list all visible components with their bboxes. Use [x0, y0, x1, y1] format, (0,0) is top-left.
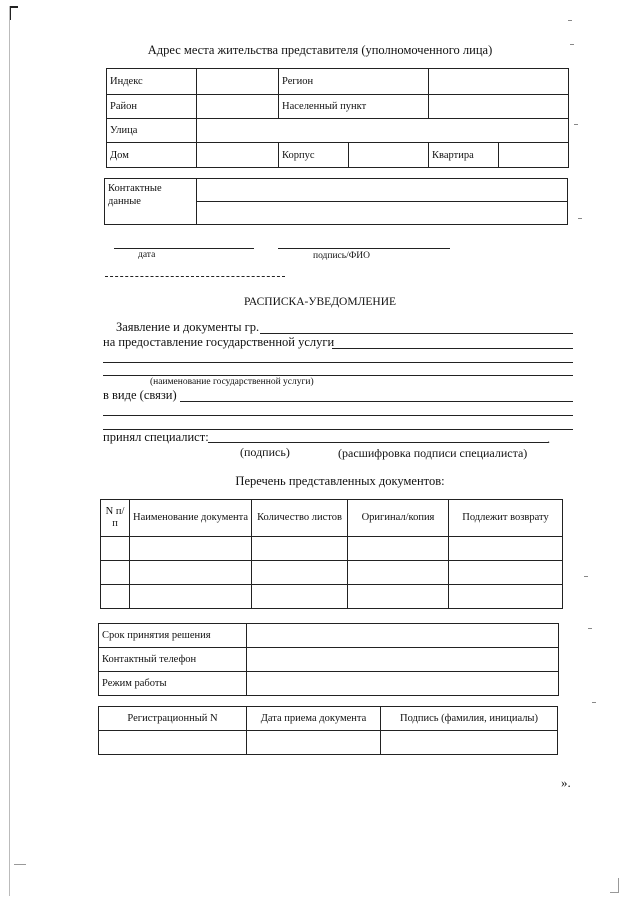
date-received-field[interactable]: [247, 731, 381, 755]
cell[interactable]: [101, 561, 130, 585]
cell[interactable]: [101, 537, 130, 561]
cell[interactable]: [101, 585, 130, 609]
accepted-line[interactable]: [208, 442, 548, 443]
table-row: [101, 585, 563, 609]
service-line-3[interactable]: [103, 375, 573, 376]
decision-term-field[interactable]: [247, 624, 559, 648]
apartment-label: Квартира: [429, 143, 499, 168]
receipt-line2-label: на предоставление государственной услуги: [103, 335, 335, 349]
signature-field[interactable]: [381, 731, 558, 755]
schedule-label: Режим работы: [99, 672, 247, 696]
cell[interactable]: [348, 585, 449, 609]
cell[interactable]: [252, 561, 348, 585]
registration-table: [98, 706, 558, 755]
scan-dot: [574, 124, 578, 125]
closing-mark: ».: [561, 775, 571, 790]
form-line-2[interactable]: [103, 415, 573, 416]
service-caption: (наименование государственной услуги): [150, 377, 314, 387]
index-label: Индекс: [107, 69, 197, 95]
scan-dot: [588, 628, 592, 629]
street-field[interactable]: [197, 119, 569, 143]
signature-caption: подпись/ФИО: [313, 251, 370, 261]
district-label: Район: [107, 95, 197, 119]
cell[interactable]: [348, 537, 449, 561]
cell[interactable]: [130, 537, 252, 561]
accepted-end: .: [547, 432, 551, 446]
date-line[interactable]: [114, 248, 254, 249]
scan-dot: [578, 218, 582, 219]
district-field[interactable]: [197, 95, 279, 119]
schedule-field[interactable]: [247, 672, 559, 696]
cell[interactable]: [252, 585, 348, 609]
date-caption: дата: [138, 250, 156, 260]
cell[interactable]: [130, 585, 252, 609]
street-label: Улица: [107, 119, 197, 143]
region-label: Регион: [279, 69, 429, 95]
phone-label: Контактный телефон: [99, 648, 247, 672]
scan-edge-line: [9, 6, 10, 896]
cell[interactable]: [130, 561, 252, 585]
documents-title: Перечень представленных документов:: [235, 474, 445, 488]
building-label: Корпус: [279, 143, 349, 168]
signature-line[interactable]: [278, 248, 450, 249]
receipt-line1-label: Заявление и документы гр.: [116, 320, 260, 334]
index-field[interactable]: [197, 69, 279, 95]
info-table: [98, 623, 559, 696]
header-return: Подлежит возврату: [449, 500, 563, 537]
scan-dot: [584, 576, 588, 577]
scan-mark: [14, 864, 26, 865]
locality-field[interactable]: [429, 95, 569, 119]
contacts-field-1[interactable]: [197, 179, 568, 202]
contacts-label: Контактные данные: [105, 179, 197, 225]
scan-corner-mark: [9, 6, 18, 20]
documents-table: [100, 499, 563, 609]
cell[interactable]: [449, 537, 563, 561]
apartment-field[interactable]: [499, 143, 569, 168]
specialist-signature-caption: (подпись): [240, 445, 290, 459]
header-original: Оригинал/копия: [348, 500, 449, 537]
address-table: [106, 68, 569, 168]
table-row: [101, 561, 563, 585]
address-title: Адрес места жительства представителя (уполномоченного лица): [147, 43, 493, 57]
signature-header: Подпись (фамилия, инициалы): [381, 707, 558, 731]
cell[interactable]: [252, 537, 348, 561]
header-count: Количество листов: [252, 500, 348, 537]
decision-term-label: Срок принятия решения: [99, 624, 247, 648]
phone-field[interactable]: [247, 648, 559, 672]
contacts-table: [104, 178, 568, 225]
date-received-header: Дата приема документа: [247, 707, 381, 731]
form-line-1[interactable]: [180, 401, 573, 402]
table-row: [101, 537, 563, 561]
region-field[interactable]: [429, 69, 569, 95]
house-field[interactable]: [197, 143, 279, 168]
scan-corner-mark: [610, 878, 619, 893]
contacts-field-2[interactable]: [197, 202, 568, 225]
reg-number-header: Регистрационный N: [99, 707, 247, 731]
service-line-1[interactable]: [332, 348, 573, 349]
scan-dot: [592, 702, 596, 703]
house-label: Дом: [107, 143, 197, 168]
specialist-decode-caption: (расшифровка подписи специалиста): [338, 446, 528, 460]
locality-label: Населенный пункт: [279, 95, 429, 119]
cell[interactable]: [348, 561, 449, 585]
form-label: в виде (связи): [103, 388, 177, 402]
cell[interactable]: [449, 561, 563, 585]
scan-dot: [568, 20, 572, 21]
cut-line: [105, 276, 285, 277]
header-name: Наименование документа: [130, 500, 252, 537]
header-number: N п/п: [101, 500, 130, 537]
applicant-name-line[interactable]: [260, 333, 573, 334]
receipt-title: РАСПИСКА-УВЕДОМЛЕНИЕ: [243, 296, 397, 308]
accepted-label: принял специалист:: [103, 430, 209, 444]
service-line-2[interactable]: [103, 362, 573, 363]
cell[interactable]: [449, 585, 563, 609]
reg-number-field[interactable]: [99, 731, 247, 755]
building-field[interactable]: [349, 143, 429, 168]
